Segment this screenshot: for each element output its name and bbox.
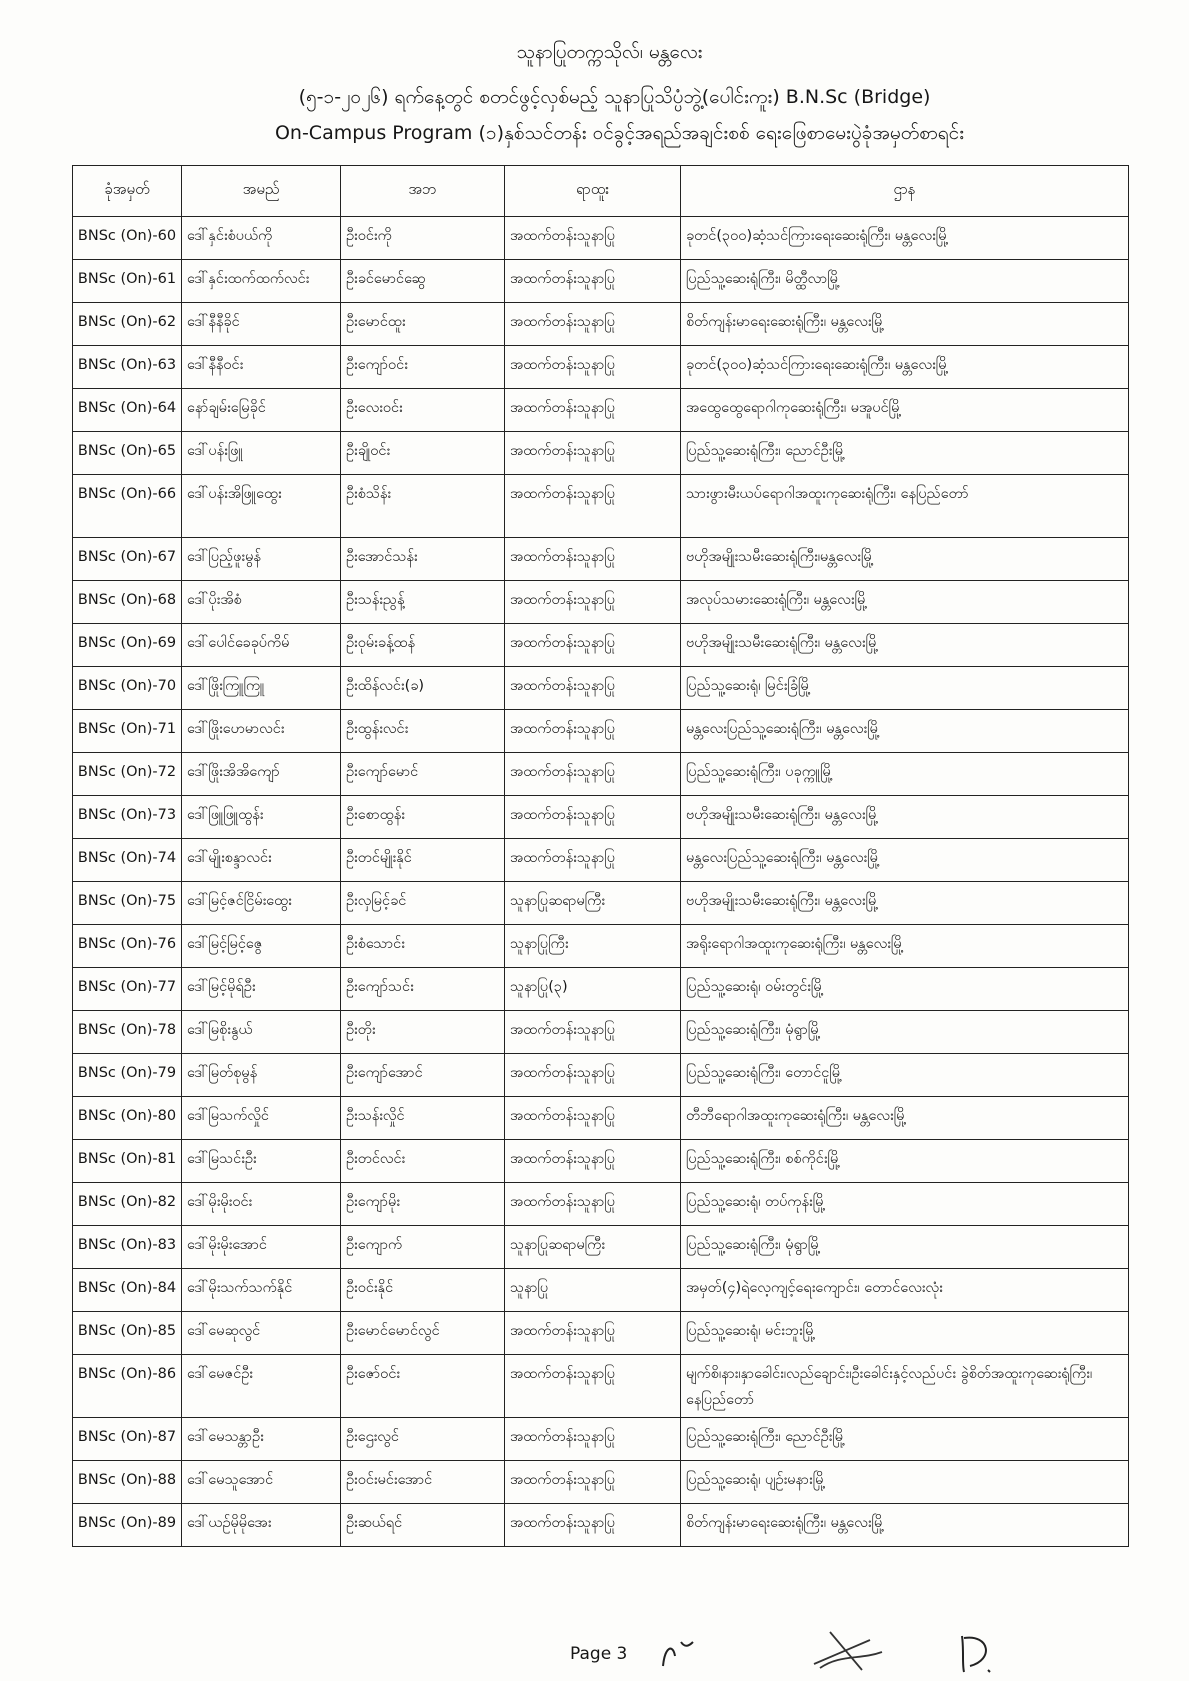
department-cell: စိတ်ကျန်းမာရေးဆေးရုံကြီး၊ မန္တလေးမြို့: [681, 303, 1129, 346]
table-row: [73, 1140, 1129, 1183]
position-cell: သူနာပြု: [505, 1269, 681, 1312]
table-row: [73, 925, 1129, 968]
father-name-cell: ဦးဝုမ်းခန့်ထန်: [341, 624, 505, 667]
position-cell: အထက်တန်းသူနာပြု: [505, 1183, 681, 1226]
department-cell: ပြည်သူ့ဆေးရုံ၊ ပျဉ်းမနားမြို့: [681, 1461, 1129, 1504]
department-cell: ပြည်သူ့ဆေးရုံ၊ ဝမ်းတွင်းမြို့: [681, 968, 1129, 1011]
department-cell: ခုတင်(၃၀၀)ဆံ့သင်ကြားရေးဆေးရုံကြီး၊ မန္တလေးမြို့: [681, 346, 1129, 389]
table-row: [73, 968, 1129, 1011]
father-name-cell: ဦးအောင်သန်း: [341, 538, 505, 581]
table-row: [73, 303, 1129, 346]
seat-no-cell: BNSc (On)-88: [73, 1461, 182, 1504]
name-cell: ဒေါ်ဖြူဖြူထွန်း: [182, 796, 341, 839]
father-name-cell: ဦးကျော်ဝင်း: [341, 346, 505, 389]
department-cell: ပြည်သူ့ဆေးရုံကြီး၊ ညောင်ဦးမြို့: [681, 1418, 1129, 1461]
position-cell: အထက်တန်းသူနာပြု: [505, 432, 681, 475]
table-row: [73, 667, 1129, 710]
name-cell: ဒေါ်မိုးသက်သက်နိုင်: [182, 1269, 341, 1312]
department-cell: စိတ်ကျန်းမာရေးဆေးရုံကြီး၊ မန္တလေးမြို့: [681, 1504, 1129, 1547]
header-name: အမည်: [182, 166, 341, 217]
seat-no-cell: BNSc (On)-79: [73, 1054, 182, 1097]
table-row: [73, 1269, 1129, 1312]
seat-no-cell: BNSc (On)-66: [73, 475, 182, 538]
department-cell: မျက်စိ၊နား၊နှာခေါင်း၊လည်ချောင်း၊ဦးခေါင်းနှင့်လည်ပင်း ခွဲစိတ်အထူးကုဆေးရုံကြီး၊ နေပြည်တော်: [681, 1355, 1129, 1418]
department-cell: ဗဟိုအမျိုးသမီးဆေးရုံကြီး၊မန္တလေးမြို့: [681, 538, 1129, 581]
department-cell: ဗဟိုအမျိုးသမီးဆေးရုံကြီး၊ မန္တလေးမြို့: [681, 796, 1129, 839]
program-title: (၅-၁-၂၀၂၆) ရက်နေ့တွင် စတင်ဖွင့်လှစ်မည့် သူနာပြုသိပ္ပံဘွဲ့(ပေါင်းကူး) B.N.Sc (Bridge): [298, 86, 931, 108]
name-cell: ဒေါ်နီနီဝင်း: [182, 346, 341, 389]
position-cell: အထက်တန်းသူနာပြု: [505, 1504, 681, 1547]
name-cell: ဒေါ်ယဉ်မိုမိုအေး: [182, 1504, 341, 1547]
table-row: [73, 538, 1129, 581]
seat-no-cell: BNSc (On)-61: [73, 260, 182, 303]
name-cell: ဒေါ်ပိုးအိစံ: [182, 581, 341, 624]
seat-no-cell: BNSc (On)-63: [73, 346, 182, 389]
table-row: [73, 753, 1129, 796]
initial-signature-icon: [655, 1636, 705, 1676]
name-cell: ဒေါ်မြသင်းဦး: [182, 1140, 341, 1183]
table-row: [73, 389, 1129, 432]
father-name-cell: ဦးလေးဝင်း: [341, 389, 505, 432]
seat-no-cell: BNSc (On)-68: [73, 581, 182, 624]
father-name-cell: ဦးချိုဝင်း: [341, 432, 505, 475]
name-cell: ဒေါ်နှင်းထက်ထက်လင်း: [182, 260, 341, 303]
seat-no-cell: BNSc (On)-75: [73, 882, 182, 925]
seat-no-cell: BNSc (On)-82: [73, 1183, 182, 1226]
seat-no-cell: BNSc (On)-87: [73, 1418, 182, 1461]
name-cell: ဒေါ်ဖြိုးဟေမာလင်း: [182, 710, 341, 753]
department-cell: ပြည်သူ့ဆေးရုံကြီး၊ ပခုက္ကူမြို့: [681, 753, 1129, 796]
position-cell: အထက်တန်းသူနာပြု: [505, 710, 681, 753]
seat-no-cell: BNSc (On)-64: [73, 389, 182, 432]
document-header: [0, 38, 1189, 148]
position-cell: အထက်တန်းသူနာပြု: [505, 581, 681, 624]
name-cell: ဒေါ်ပန်းအိဖြူထွေး: [182, 475, 341, 538]
name-cell: ဒေါ်မေသူအောင်: [182, 1461, 341, 1504]
position-cell: သူနာပြုဆရာမကြီး: [505, 882, 681, 925]
department-cell: ပြည်သူ့ဆေးရုံကြီး၊ စစ်ကိုင်းမြို့: [681, 1140, 1129, 1183]
father-name-cell: ဦးခင်မောင်ဆွေ: [341, 260, 505, 303]
name-cell: ဒေါ်မြတ်စုမွန်: [182, 1054, 341, 1097]
position-cell: အထက်တန်းသူနာပြု: [505, 624, 681, 667]
table-row: [73, 1097, 1129, 1140]
table-row: [73, 475, 1129, 538]
father-name-cell: ဦးကျော်မိုး: [341, 1183, 505, 1226]
name-cell: ဒေါ်မြင့်မိုရ်ဦး: [182, 968, 341, 1011]
seat-no-cell: BNSc (On)-69: [73, 624, 182, 667]
position-cell: အထက်တန်းသူနာပြု: [505, 1054, 681, 1097]
table-row: [73, 1461, 1129, 1504]
seat-no-cell: BNSc (On)-73: [73, 796, 182, 839]
position-cell: အထက်တန်းသူနာပြု: [505, 1312, 681, 1355]
seat-no-cell: BNSc (On)-77: [73, 968, 182, 1011]
seat-no-cell: BNSc (On)-83: [73, 1226, 182, 1269]
name-cell: ဒေါ်ဖြိုးအိအိကျော်: [182, 753, 341, 796]
initial-mark-icon: [950, 1630, 1010, 1678]
table-row: [73, 260, 1129, 303]
header-department: ဌာန: [681, 166, 1129, 217]
position-cell: အထက်တန်းသူနာပြု: [505, 1461, 681, 1504]
table-row: [73, 581, 1129, 624]
position-cell: အထက်တန်းသူနာပြု: [505, 839, 681, 882]
seat-no-cell: BNSc (On)-76: [73, 925, 182, 968]
table-row: [73, 1355, 1129, 1418]
father-name-cell: ဦးဌေးလွင်: [341, 1418, 505, 1461]
position-cell: အထက်တန်းသူနာပြု: [505, 796, 681, 839]
position-cell: အထက်တန်းသူနာပြု: [505, 389, 681, 432]
seat-no-cell: BNSc (On)-81: [73, 1140, 182, 1183]
name-cell: ဒေါ်မြင့်မြင့်ဇွေ: [182, 925, 341, 968]
table-row: [73, 882, 1129, 925]
seat-no-cell: BNSc (On)-84: [73, 1269, 182, 1312]
name-cell: ဒေါ်မြင့်ဇင်ငြိမ်းထွေး: [182, 882, 341, 925]
table-row: [73, 1312, 1129, 1355]
department-cell: ပြည်သူ့ဆေးရုံ၊ မင်းဘူးမြို့: [681, 1312, 1129, 1355]
department-cell: ပြည်သူ့ဆေးရုံကြီး၊ မုံရွာမြို့: [681, 1226, 1129, 1269]
table-row: [73, 1418, 1129, 1461]
seat-no-cell: BNSc (On)-60: [73, 217, 182, 260]
position-cell: သူနာပြု(၃): [505, 968, 681, 1011]
table-row: [73, 624, 1129, 667]
list-title: On-Campus Program (၁)နှစ်သင်တန်း ဝင်ခွင့်အရည်အချင်းစစ် ရေးဖြေစာမေးပွဲခုံအမှတ်စာရင်း: [274, 122, 965, 144]
name-cell: ဒေါ်ဖြိုးကြူကြူ: [182, 667, 341, 710]
department-cell: သားဖွားမီးယပ်ရောဂါအထူးကုဆေးရုံကြီး၊ နေပြည်တော်: [681, 475, 1129, 538]
position-cell: အထက်တန်းသူနာပြု: [505, 1355, 681, 1418]
position-cell: အထက်တန်းသူနာပြု: [505, 260, 681, 303]
name-cell: ဒေါ်မြစိုးနွယ်: [182, 1011, 341, 1054]
seat-no-cell: BNSc (On)-78: [73, 1011, 182, 1054]
header-seat-no: ခုံအမှတ်: [73, 166, 182, 217]
position-cell: အထက်တန်းသူနာပြု: [505, 538, 681, 581]
seat-no-cell: BNSc (On)-74: [73, 839, 182, 882]
department-cell: အလုပ်သမားဆေးရုံကြီး၊ မန္တလေးမြို့: [681, 581, 1129, 624]
department-cell: ပြည်သူ့ဆေးရုံကြီး၊ မုံရွာမြို့: [681, 1011, 1129, 1054]
table-row: [73, 432, 1129, 475]
position-cell: အထက်တန်းသူနာပြု: [505, 1097, 681, 1140]
father-name-cell: ဦးဇော်ဝင်း: [341, 1355, 505, 1418]
name-cell: ဒေါ်မိုးမိုးဝင်း: [182, 1183, 341, 1226]
table-row: [73, 796, 1129, 839]
position-cell: အထက်တန်းသူနာပြု: [505, 217, 681, 260]
name-cell: ဒေါ်ပြည့်ဖူးမွန်: [182, 538, 341, 581]
father-name-cell: ဦးတိုး: [341, 1011, 505, 1054]
name-cell: ဒေါ်မြသက်လှိုင်: [182, 1097, 341, 1140]
department-cell: ဗဟိုအမျိုးသမီးဆေးရုံကြီး၊ မန္တလေးမြို့: [681, 624, 1129, 667]
page-number: Page 3: [570, 1644, 628, 1664]
position-cell: သူနာပြုဆရာမကြီး: [505, 1226, 681, 1269]
table-row: [73, 839, 1129, 882]
header-position: ရာထူး: [505, 166, 681, 217]
name-cell: ဒေါ်ပေါင်ခေခုပ်ကိမ်: [182, 624, 341, 667]
father-name-cell: ဦးစံသိန်း: [341, 475, 505, 538]
department-cell: အမှတ်(၄)ရဲလေ့ကျင့်ရေးကျောင်း၊ တောင်လေးလုံး: [681, 1269, 1129, 1312]
position-cell: အထက်တန်းသူနာပြု: [505, 475, 681, 538]
department-cell: ပြည်သူ့ဆေးရုံ၊ တပ်ကုန်းမြို့: [681, 1183, 1129, 1226]
father-name-cell: ဦးဝင်းနိုင်: [341, 1269, 505, 1312]
position-cell: အထက်တန်းသူနာပြု: [505, 753, 681, 796]
position-cell: သူနာပြုကြီး: [505, 925, 681, 968]
university-title: သူနာပြုတက္ကသိုလ်၊ မန္တလေး: [516, 41, 703, 63]
header-father-name: အဘ: [341, 166, 505, 217]
seat-no-cell: BNSc (On)-65: [73, 432, 182, 475]
seat-no-cell: BNSc (On)-67: [73, 538, 182, 581]
seat-number-table: [72, 165, 1129, 1547]
position-cell: အထက်တန်းသူနာပြု: [505, 303, 681, 346]
name-cell: ဒေါ်နီနီခိုင်: [182, 303, 341, 346]
father-name-cell: ဦးသန်းညွန့်: [341, 581, 505, 624]
father-name-cell: ဦးဝင်းကို: [341, 217, 505, 260]
name-cell: ဒေါ်ပန်းဖြူ: [182, 432, 341, 475]
father-name-cell: ဦးကျော်သင်း: [341, 968, 505, 1011]
department-cell: ပြည်သူ့ဆေးရုံကြီး၊ တောင်ငူမြို့: [681, 1054, 1129, 1097]
name-cell: ဒေါ်မိုးမိုးအောင်: [182, 1226, 341, 1269]
table-row: [73, 710, 1129, 753]
position-cell: အထက်တန်းသူနာပြု: [505, 1140, 681, 1183]
father-name-cell: ဦးကျော်မောင်: [341, 753, 505, 796]
department-cell: အထွေထွေရောဂါကုဆေးရုံကြီး၊ မအူပင်မြို့: [681, 389, 1129, 432]
father-name-cell: ဦးထွန်းလင်း: [341, 710, 505, 753]
department-cell: တီဘီရောဂါအထူးကုဆေးရုံကြီး၊ မန္တလေးမြို့: [681, 1097, 1129, 1140]
department-cell: အရိုးရောဂါအထူးကုဆေးရုံကြီး၊ မန္တလေးမြို့: [681, 925, 1129, 968]
seat-no-cell: BNSc (On)-72: [73, 753, 182, 796]
department-cell: ပြည်သူ့ဆေးရုံ၊ မြင်းခြံမြို့: [681, 667, 1129, 710]
father-name-cell: ဦးကျော်အောင်: [341, 1054, 505, 1097]
position-cell: အထက်တန်းသူနာပြု: [505, 1011, 681, 1054]
department-cell: မန္တလေးပြည်သူ့ဆေးရုံကြီး၊ မန္တလေးမြို့: [681, 710, 1129, 753]
seat-no-cell: BNSc (On)-70: [73, 667, 182, 710]
name-cell: ဒေါ်မေသန္တာဦး: [182, 1418, 341, 1461]
seat-no-cell: BNSc (On)-89: [73, 1504, 182, 1547]
seat-no-cell: BNSc (On)-62: [73, 303, 182, 346]
table-row: [73, 217, 1129, 260]
department-cell: ပြည်သူ့ဆေးရုံကြီး၊ ညောင်ဦးမြို့: [681, 432, 1129, 475]
table-row: [73, 1226, 1129, 1269]
name-cell: ဒေါ်မေဇင်ဦး: [182, 1355, 341, 1418]
seat-no-cell: BNSc (On)-85: [73, 1312, 182, 1355]
name-cell: ဒေါ်မေဆုလွင်: [182, 1312, 341, 1355]
department-cell: ခုတင်(၃၀၀)ဆံ့သင်ကြားရေးဆေးရုံကြီး၊ မန္တလေးမြို့: [681, 217, 1129, 260]
signature-icon: [810, 1624, 890, 1676]
father-name-cell: ဦးစံသောင်း: [341, 925, 505, 968]
name-cell: နော်ချမ်းမြေခိုင်: [182, 389, 341, 432]
table-header-row: [73, 166, 1129, 217]
father-name-cell: ဦးတင်မျိုးနိုင်: [341, 839, 505, 882]
father-name-cell: ဦးမောင်မောင်လွင်: [341, 1312, 505, 1355]
father-name-cell: ဦးဆယ်ရင်: [341, 1504, 505, 1547]
father-name-cell: ဦးစောထွန်း: [341, 796, 505, 839]
table-row: [73, 1183, 1129, 1226]
father-name-cell: ဦးမောင်ထူး: [341, 303, 505, 346]
seat-no-cell: BNSc (On)-71: [73, 710, 182, 753]
department-cell: ပြည်သူ့ဆေးရုံကြီး၊ မိတ္ထီလာမြို့: [681, 260, 1129, 303]
department-cell: မန္တလေးပြည်သူ့ဆေးရုံကြီး၊ မန္တလေးမြို့: [681, 839, 1129, 882]
name-cell: ဒေါ်နှင်းစံပယ်ကို: [182, 217, 341, 260]
table-row: [73, 1011, 1129, 1054]
position-cell: အထက်တန်းသူနာပြု: [505, 346, 681, 389]
seat-no-cell: BNSc (On)-80: [73, 1097, 182, 1140]
seat-no-cell: BNSc (On)-86: [73, 1355, 182, 1418]
table-row: [73, 346, 1129, 389]
table-row: [73, 1054, 1129, 1097]
position-cell: အထက်တန်းသူနာပြု: [505, 667, 681, 710]
name-cell: ဒေါ်မျိုးစန္ဒာလင်း: [182, 839, 341, 882]
father-name-cell: ဦးတင်လင်း: [341, 1140, 505, 1183]
father-name-cell: ဦးလှမြင့်ခင်: [341, 882, 505, 925]
father-name-cell: ဦးကျောက်: [341, 1226, 505, 1269]
father-name-cell: ဦးဝင်းမင်းအောင်: [341, 1461, 505, 1504]
table-row: [73, 1504, 1129, 1547]
table-body: [73, 217, 1129, 1547]
father-name-cell: ဦးထိန်လင်း(ခ): [341, 667, 505, 710]
position-cell: အထက်တန်းသူနာပြု: [505, 1418, 681, 1461]
father-name-cell: ဦးသန်းလှိုင်: [341, 1097, 505, 1140]
department-cell: ဗဟိုအမျိုးသမီးဆေးရုံကြီး၊ မန္တလေးမြို့: [681, 882, 1129, 925]
